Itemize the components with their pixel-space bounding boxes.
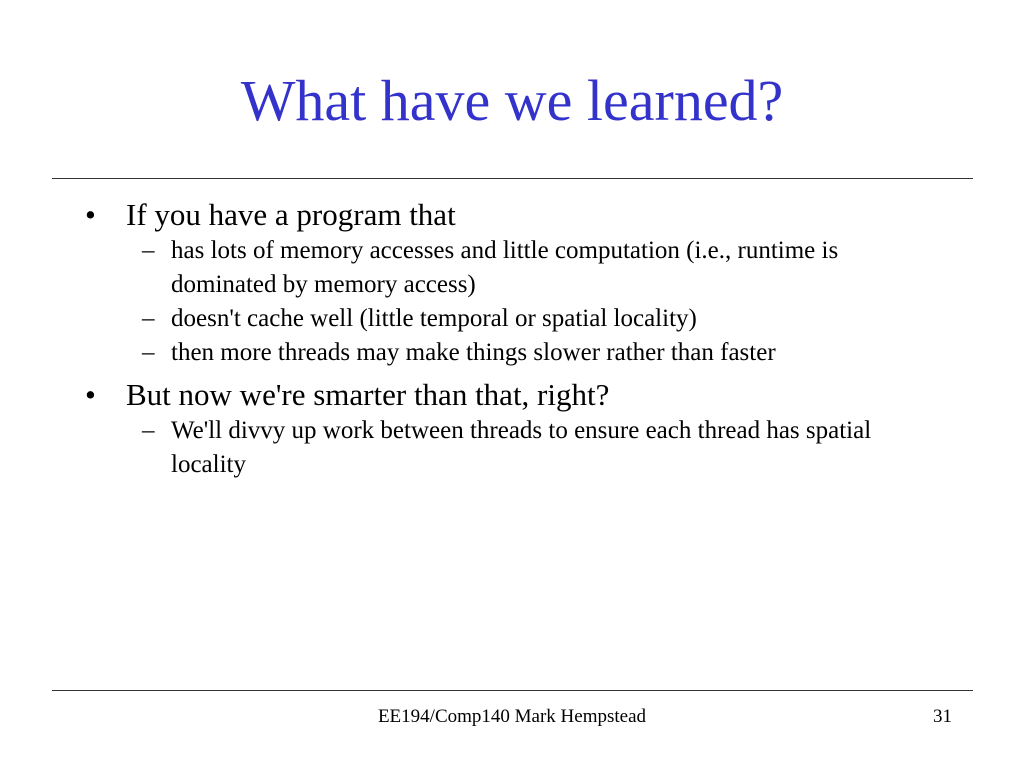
bullet-dot: •: [85, 197, 96, 232]
bullet-dot: •: [85, 377, 96, 412]
footer-text: EE194/Comp140 Mark Hempstead: [377, 706, 647, 727]
sub-bullet-text: doesn't cache well (little temporal or spatial locality): [171, 305, 697, 332]
sub-bullet-text: We'll divvy up work between threads to ensure each thread has spatial locality: [171, 417, 872, 478]
sub-bullet-item: [0, 302, 1024, 336]
bullet-text: But now we're smarter than that, right?: [126, 377, 610, 412]
slide-content: [0, 196, 1024, 482]
top-divider: [52, 178, 973, 179]
sub-bullet-dash: –: [142, 339, 155, 366]
sub-bullet-item: [0, 414, 1024, 482]
sub-bullet-dash: –: [142, 305, 155, 332]
sub-bullet-item: [0, 336, 1024, 370]
sub-bullet-text: then more threads may make things slower rather than faster: [171, 339, 776, 366]
sub-bullet-item: [0, 234, 1024, 302]
sub-bullet-dash: –: [142, 237, 155, 264]
page-number: 31: [933, 706, 952, 727]
bottom-divider: [52, 690, 973, 691]
sub-bullet-dash: –: [142, 417, 155, 444]
bullet-item: [0, 376, 1024, 414]
sub-bullet-text: has lots of memory accesses and little computation (i.e., runtime is dominated by memory access): [171, 237, 839, 298]
slide-title: What have we learned?: [240, 68, 784, 133]
bullet-text: If you have a program that: [126, 197, 456, 232]
bullet-item: [0, 196, 1024, 234]
